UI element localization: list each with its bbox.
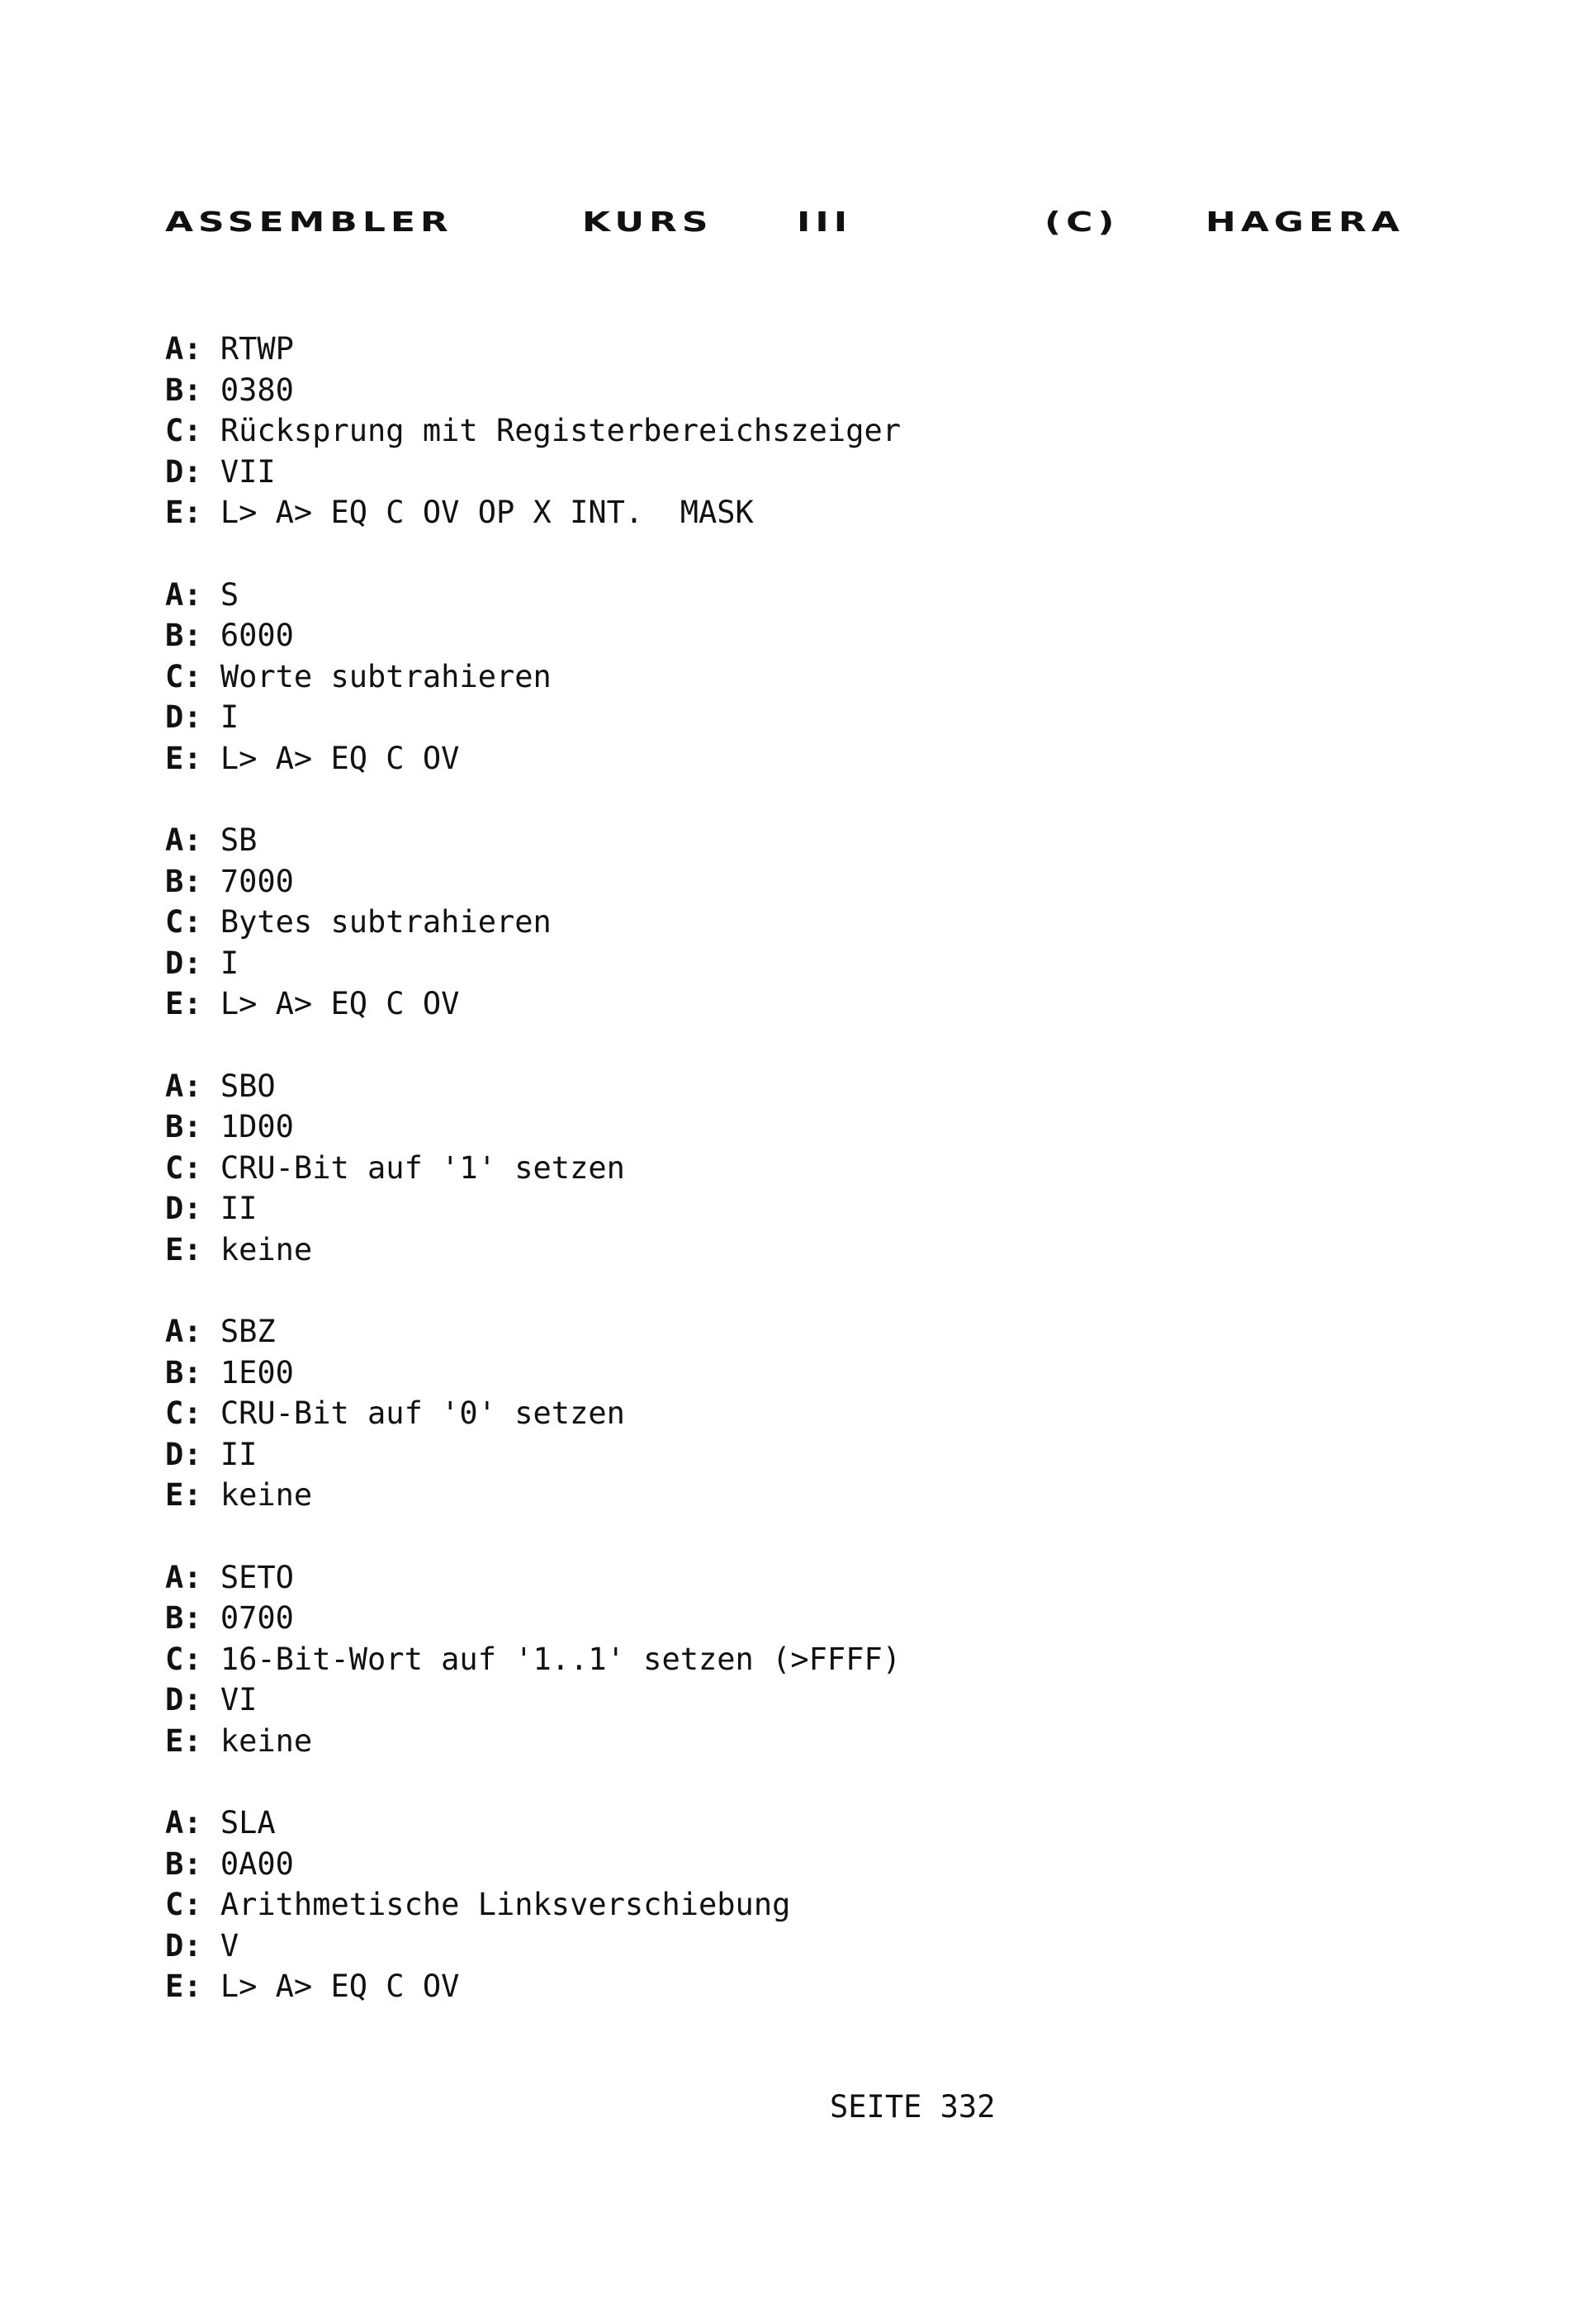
format-line: D: II — [165, 1436, 258, 1472]
format-line: D: VII — [165, 453, 276, 490]
format-line: D: I — [165, 699, 239, 735]
mnemonic-line: A: SBO — [165, 1068, 276, 1104]
description-line: C: Worte subtrahieren — [165, 658, 552, 694]
instruction-entry — [165, 1557, 1404, 1762]
opcode: 0700 — [220, 1600, 294, 1636]
mnemonic: SBZ — [220, 1314, 276, 1349]
page-header — [165, 206, 1470, 250]
opcode-line: B: 1D00 — [165, 1109, 294, 1144]
description-line: C: CRU-Bit auf '1' setzen — [165, 1149, 625, 1186]
header-author: HAGERA — [1205, 206, 1404, 239]
description-line: C: Bytes subtrahieren — [165, 904, 552, 940]
status-bits-line: E: keine — [165, 1231, 313, 1267]
description: 16-Bit-Wort auf '1..1' setzen (>FFFF) — [220, 1641, 902, 1677]
status-bits: L> A> EQ C OV — [220, 986, 460, 1021]
description-line: C: 16-Bit-Wort auf '1..1' setzen (>FFFF) — [165, 1641, 902, 1677]
status-bits: L> A> EQ C OV — [220, 1969, 460, 2004]
status-bits-line: E: keine — [165, 1722, 313, 1759]
header-copyright: (C) — [1044, 206, 1120, 239]
header-number: III — [797, 206, 853, 239]
description: Bytes subtrahieren — [220, 904, 552, 940]
opcode-line: B: 6000 — [165, 618, 294, 653]
instruction-list — [165, 329, 1404, 2049]
status-bits: keine — [220, 1231, 313, 1267]
instruction-entry — [165, 329, 1404, 533]
opcode: 7000 — [220, 863, 294, 899]
mnemonic: SBO — [220, 1068, 276, 1104]
opcode: 0380 — [220, 372, 294, 408]
mnemonic-line: A: SLA — [165, 1805, 276, 1841]
instruction-entry — [165, 1311, 1404, 1516]
format: I — [220, 699, 239, 735]
opcode-line: B: 0A00 — [165, 1845, 294, 1882]
mnemonic: SLA — [220, 1805, 276, 1841]
description: CRU-Bit auf '1' setzen — [220, 1149, 625, 1186]
format: VI — [220, 1682, 258, 1717]
header-title: ASSEMBLER — [165, 206, 453, 239]
instruction-entry — [165, 820, 1404, 1025]
mnemonic-line: A: SB — [165, 822, 258, 858]
instruction-entry — [165, 575, 1404, 779]
mnemonic: S — [220, 576, 239, 613]
format: II — [220, 1436, 258, 1472]
instruction-entry — [165, 1803, 1404, 2007]
mnemonic-line: A: SETO — [165, 1559, 294, 1595]
opcode: 0A00 — [220, 1845, 294, 1882]
status-bits-line: E: L> A> EQ C OV — [165, 986, 460, 1021]
opcode-line: B: 7000 — [165, 863, 294, 899]
format: V — [220, 1927, 239, 1964]
instruction-entry — [165, 1066, 1404, 1271]
status-bits: L> A> EQ C OV — [220, 740, 460, 776]
status-bits: L> A> EQ C OV OP X INT. MASK — [220, 495, 754, 530]
description: CRU-Bit auf '0' setzen — [220, 1395, 625, 1431]
opcode: 1E00 — [220, 1354, 294, 1391]
format: I — [220, 945, 239, 981]
opcode-line: B: 1E00 — [165, 1354, 294, 1391]
mnemonic: RTWP — [220, 331, 294, 367]
mnemonic: SB — [220, 822, 258, 858]
page-number: SEITE 332 — [830, 2089, 996, 2125]
description: Rücksprung mit Registerbereichszeiger — [220, 413, 902, 448]
status-bits-line: E: L> A> EQ C OV OP X INT. MASK — [165, 495, 754, 530]
format-line: D: II — [165, 1191, 258, 1226]
description: Worte subtrahieren — [220, 658, 552, 694]
mnemonic-line: A: SBZ — [165, 1314, 276, 1349]
opcode: 6000 — [220, 618, 294, 653]
format-line: D: I — [165, 945, 239, 981]
opcode-line: B: 0380 — [165, 372, 294, 408]
format-line: D: VI — [165, 1682, 258, 1717]
status-bits: keine — [220, 1722, 313, 1759]
format: II — [220, 1191, 258, 1226]
opcode-line: B: 0700 — [165, 1600, 294, 1636]
description-line: C: Rücksprung mit Registerbereichszeiger — [165, 413, 902, 448]
opcode: 1D00 — [220, 1109, 294, 1144]
format-line: D: V — [165, 1927, 239, 1964]
status-bits-line: E: keine — [165, 1477, 313, 1513]
description: Arithmetische Linksverschiebung — [220, 1887, 791, 1922]
format: VII — [220, 453, 276, 490]
mnemonic-line: A: RTWP — [165, 331, 294, 367]
description-line: C: CRU-Bit auf '0' setzen — [165, 1395, 625, 1431]
mnemonic-line: A: S — [165, 576, 239, 613]
mnemonic: SETO — [220, 1559, 294, 1595]
status-bits-line: E: L> A> EQ C OV — [165, 1969, 460, 2004]
description-line: C: Arithmetische Linksverschiebung — [165, 1887, 791, 1922]
status-bits: keine — [220, 1477, 313, 1513]
status-bits-line: E: L> A> EQ C OV — [165, 740, 460, 776]
header-subtitle: KURS — [582, 206, 713, 239]
